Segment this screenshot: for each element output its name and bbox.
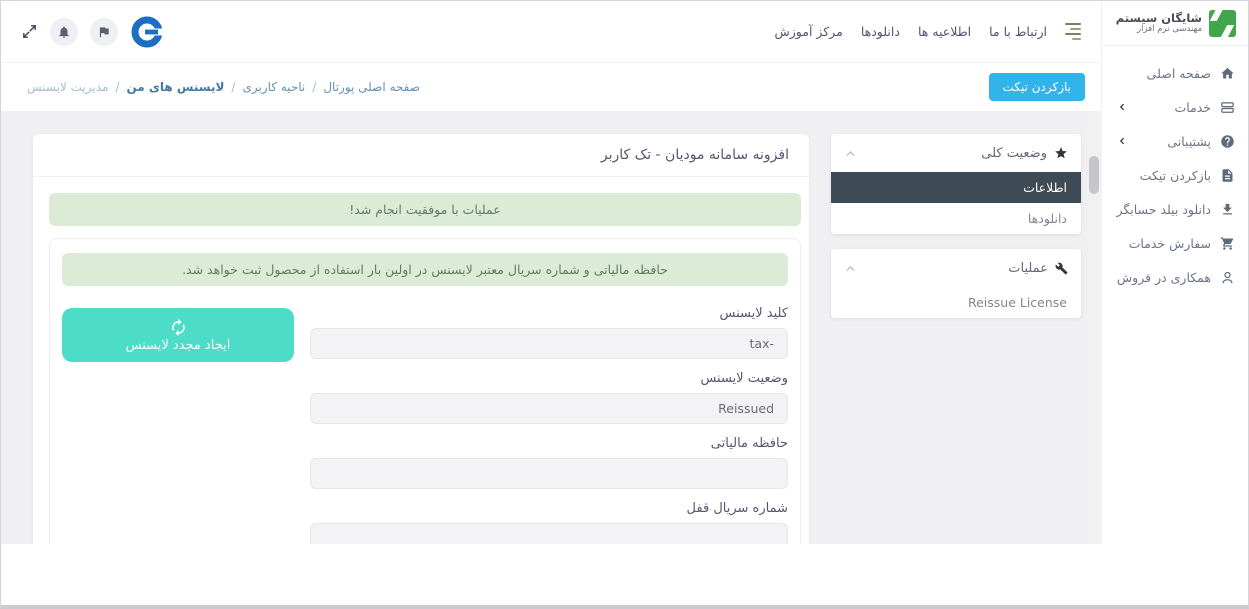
panel-item-downloads[interactable]: دانلودها (831, 203, 1081, 234)
panel-item-reissue-license[interactable]: Reissue License (831, 287, 1081, 318)
refresh-icon (169, 318, 188, 337)
hamburger-icon[interactable] (1065, 23, 1081, 40)
info-alert: حافظه مالیاتی و شماره سریال معتبر لایسنس در اولین بار استفاده از محصول ثبت خواهد شد. (62, 253, 788, 286)
app-window (1, 1, 1248, 544)
support-icon (1220, 134, 1235, 149)
power-icon[interactable] (130, 15, 164, 49)
reissue-button-label: ایجاد مجدد لایسنس (125, 337, 231, 353)
breadcrumb-license-management: مدیریت لایسنس (27, 80, 109, 94)
sidebar-menu (1102, 46, 1248, 294)
operations-header[interactable] (831, 249, 1081, 287)
content-area (1, 111, 1101, 544)
license-fields (310, 306, 788, 544)
license-form-card (49, 238, 801, 544)
logo-title: شایگان سیستم (1115, 11, 1202, 25)
sidebar-item-label: دانلود بیلد حسابگر (1116, 201, 1211, 217)
expand-icon[interactable] (21, 23, 38, 40)
breadcrumb (27, 80, 420, 94)
main-column (1, 1, 1101, 544)
sidebar-item-label: بازکردن تیکت (1139, 167, 1211, 183)
open-ticket-button[interactable]: بازکردن تیکت (989, 73, 1085, 101)
panel-item-information[interactable]: اطلاعات (831, 172, 1081, 203)
chevron-up-icon (844, 262, 857, 275)
breadcrumb-bar (1, 63, 1101, 111)
sidebar-item-label: صفحه اصلی (1146, 65, 1211, 81)
logo-subtitle: مهندسی نرم افزار (1136, 24, 1202, 35)
scrollbar-track[interactable] (1087, 111, 1101, 544)
sidebar-item-services[interactable] (1102, 90, 1248, 124)
sidebar-item-order-services[interactable] (1102, 226, 1248, 260)
services-icon (1220, 100, 1235, 115)
operations-panel (831, 249, 1081, 318)
scrollbar-thumb[interactable] (1089, 156, 1099, 194)
star-icon (1054, 146, 1068, 160)
page-title: افزونه سامانه مودیان - تک کاربر (600, 147, 789, 163)
sidebar-item-label: خدمات (1174, 99, 1211, 115)
lock-serial-group (310, 501, 788, 544)
sidebar-item-open-ticket[interactable] (1102, 158, 1248, 192)
tax-memory-input[interactable] (310, 458, 788, 489)
operations-title: عملیات (1008, 260, 1048, 276)
topbar-icon-group (21, 15, 164, 49)
home-icon (1220, 66, 1235, 81)
sidebar-item-support[interactable] (1102, 124, 1248, 158)
nav-link-contact[interactable]: ارتباط با ما (989, 24, 1047, 39)
sidebar-item-label: پشتیبانی (1167, 133, 1211, 149)
wrench-icon (1055, 262, 1068, 275)
success-alert: عملیات با موفقیت انجام شد! (49, 193, 801, 226)
bell-icon[interactable] (50, 18, 78, 46)
chevron-up-icon (844, 147, 857, 160)
license-key-label: کلید لایسنس (719, 306, 788, 321)
logo-bolt-icon (1209, 10, 1236, 37)
overall-status-header[interactable] (831, 134, 1081, 172)
license-form-row (62, 306, 788, 544)
license-key-input[interactable] (310, 328, 788, 359)
company-logo[interactable] (1102, 1, 1248, 46)
sidebar-item-sales-partnership[interactable] (1102, 260, 1248, 294)
topbar-nav (775, 23, 1082, 40)
chevron-left-icon (1117, 102, 1127, 112)
breadcrumb-user-area[interactable]: ناحیه کاربری (242, 80, 306, 94)
partnership-icon (1220, 270, 1235, 285)
overall-status-title: وضعیت کلی (981, 145, 1047, 161)
tax-memory-group (310, 436, 788, 489)
license-status-input[interactable] (310, 393, 788, 424)
reissue-license-button[interactable] (62, 308, 294, 362)
cart-icon (1220, 236, 1235, 251)
flag-icon[interactable] (90, 18, 118, 46)
nav-link-training-center[interactable]: مرکز آموزش (774, 24, 843, 39)
nav-link-downloads[interactable]: دانلودها (860, 24, 900, 39)
lock-serial-label: شماره سریال قفل (686, 501, 788, 516)
reissue-button-column (62, 306, 294, 362)
breadcrumb-separator: / (231, 80, 236, 94)
side-panels (831, 134, 1081, 318)
license-card-body (33, 177, 809, 544)
lock-serial-input[interactable] (310, 523, 788, 544)
breadcrumb-portal-home[interactable]: صفحه اصلی پورتال (323, 80, 420, 94)
download-icon (1220, 202, 1235, 217)
overall-status-panel (831, 134, 1081, 234)
breadcrumb-my-licenses[interactable]: لایسنس های من (126, 80, 225, 94)
sidebar-item-label: همکاری در فروش (1116, 269, 1211, 285)
topbar (1, 1, 1101, 63)
sidebar-item-home[interactable] (1102, 56, 1248, 90)
breadcrumb-separator: / (115, 80, 120, 94)
breadcrumb-separator: / (312, 80, 317, 94)
nav-link-announcements[interactable]: اطلاعیه ها (917, 24, 972, 39)
license-key-group (310, 306, 788, 359)
bottom-whitespace (1, 544, 1248, 606)
license-card-header (33, 134, 809, 177)
license-status-label: وضعیت لایسنس (700, 371, 788, 386)
chevron-left-icon (1117, 136, 1127, 146)
tax-memory-label: حافظه مالیاتی (710, 436, 788, 451)
license-status-group (310, 371, 788, 424)
sidebar-item-download-build[interactable] (1102, 192, 1248, 226)
sidebar-item-label: سفارش خدمات (1128, 235, 1211, 251)
ticket-icon (1220, 168, 1235, 183)
license-card (33, 134, 809, 544)
sidebar (1101, 1, 1248, 544)
